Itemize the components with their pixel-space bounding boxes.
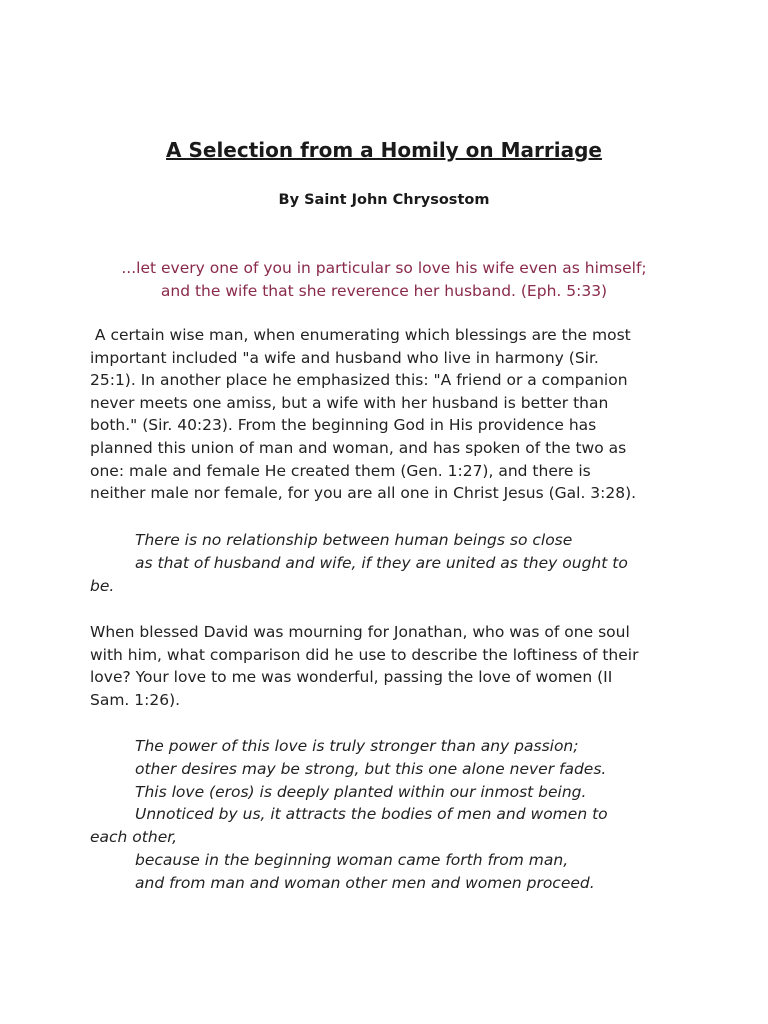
verse-line: because in the beginning woman came forth from man,: [135, 850, 569, 869]
epigraph-line: and the wife that she reverence her husband. (Eph. 5:33): [160, 282, 608, 300]
body-paragraph-2: [90, 621, 690, 711]
paragraph-line: one: male and female He created them (Gen. 1:27), and there is: [90, 461, 591, 480]
paragraph-line: planned this union of man and woman, and has spoken of the two as: [90, 438, 627, 457]
verse-line: Unnoticed by us, it attracts the bodies of men and women to: [135, 805, 608, 824]
verse-line: each other,: [90, 828, 178, 847]
verse-line: This love (eros) is deeply planted within our inmost being.: [135, 782, 587, 801]
paragraph-line: both." (Sir. 40:23). From the beginning God in His providence has: [90, 416, 597, 435]
verse-quote-2: [90, 735, 690, 895]
paragraph-line: love? Your love to me was wonderful, passing the love of women (II: [90, 668, 613, 687]
paragraph-line: neither male nor female, for you are all one in Christ Jesus (Gal. 3:28).: [90, 484, 637, 503]
verse-line: The power of this love is truly stronger than any passion;: [135, 737, 579, 755]
verse-line: and from man and woman other men and women proceed.: [135, 873, 595, 892]
paragraph-line: When blessed David was mourning for Jonathan, who was of one soul: [90, 623, 630, 641]
document-title: A Selection from a Homily on Marriage: [166, 138, 602, 162]
paragraph-line: Sam. 1:26).: [90, 690, 181, 709]
paragraph-line: important included "a wife and husband who live in harmony (Sir.: [90, 348, 599, 367]
author-byline: By Saint John Chrysostom: [278, 192, 490, 208]
verse-line: other desires may be strong, but this one alone never fades.: [135, 759, 607, 778]
paragraph-line: never meets one amiss, but a wife with her husband is better than: [90, 393, 609, 412]
verse-line: There is no relationship between human beings so close: [135, 531, 573, 549]
verse-quote-1: [90, 529, 690, 597]
paragraph-line: 25:1). In another place he emphasized this: "A friend or a companion: [90, 371, 628, 390]
verse-line: as that of husband and wife, if they are united as they ought to: [135, 553, 628, 572]
paragraph-line: A certain wise man, when enumerating which blessings are the most: [90, 326, 631, 344]
paragraph-line: with him, what comparison did he use to describe the loftiness of their: [90, 645, 639, 664]
epigraph-quote: [60, 257, 708, 303]
verse-line: be.: [90, 576, 115, 595]
epigraph-line: ...let every one of you in particular so love his wife even as himself;: [121, 259, 647, 277]
body-paragraph-1: [90, 324, 690, 505]
